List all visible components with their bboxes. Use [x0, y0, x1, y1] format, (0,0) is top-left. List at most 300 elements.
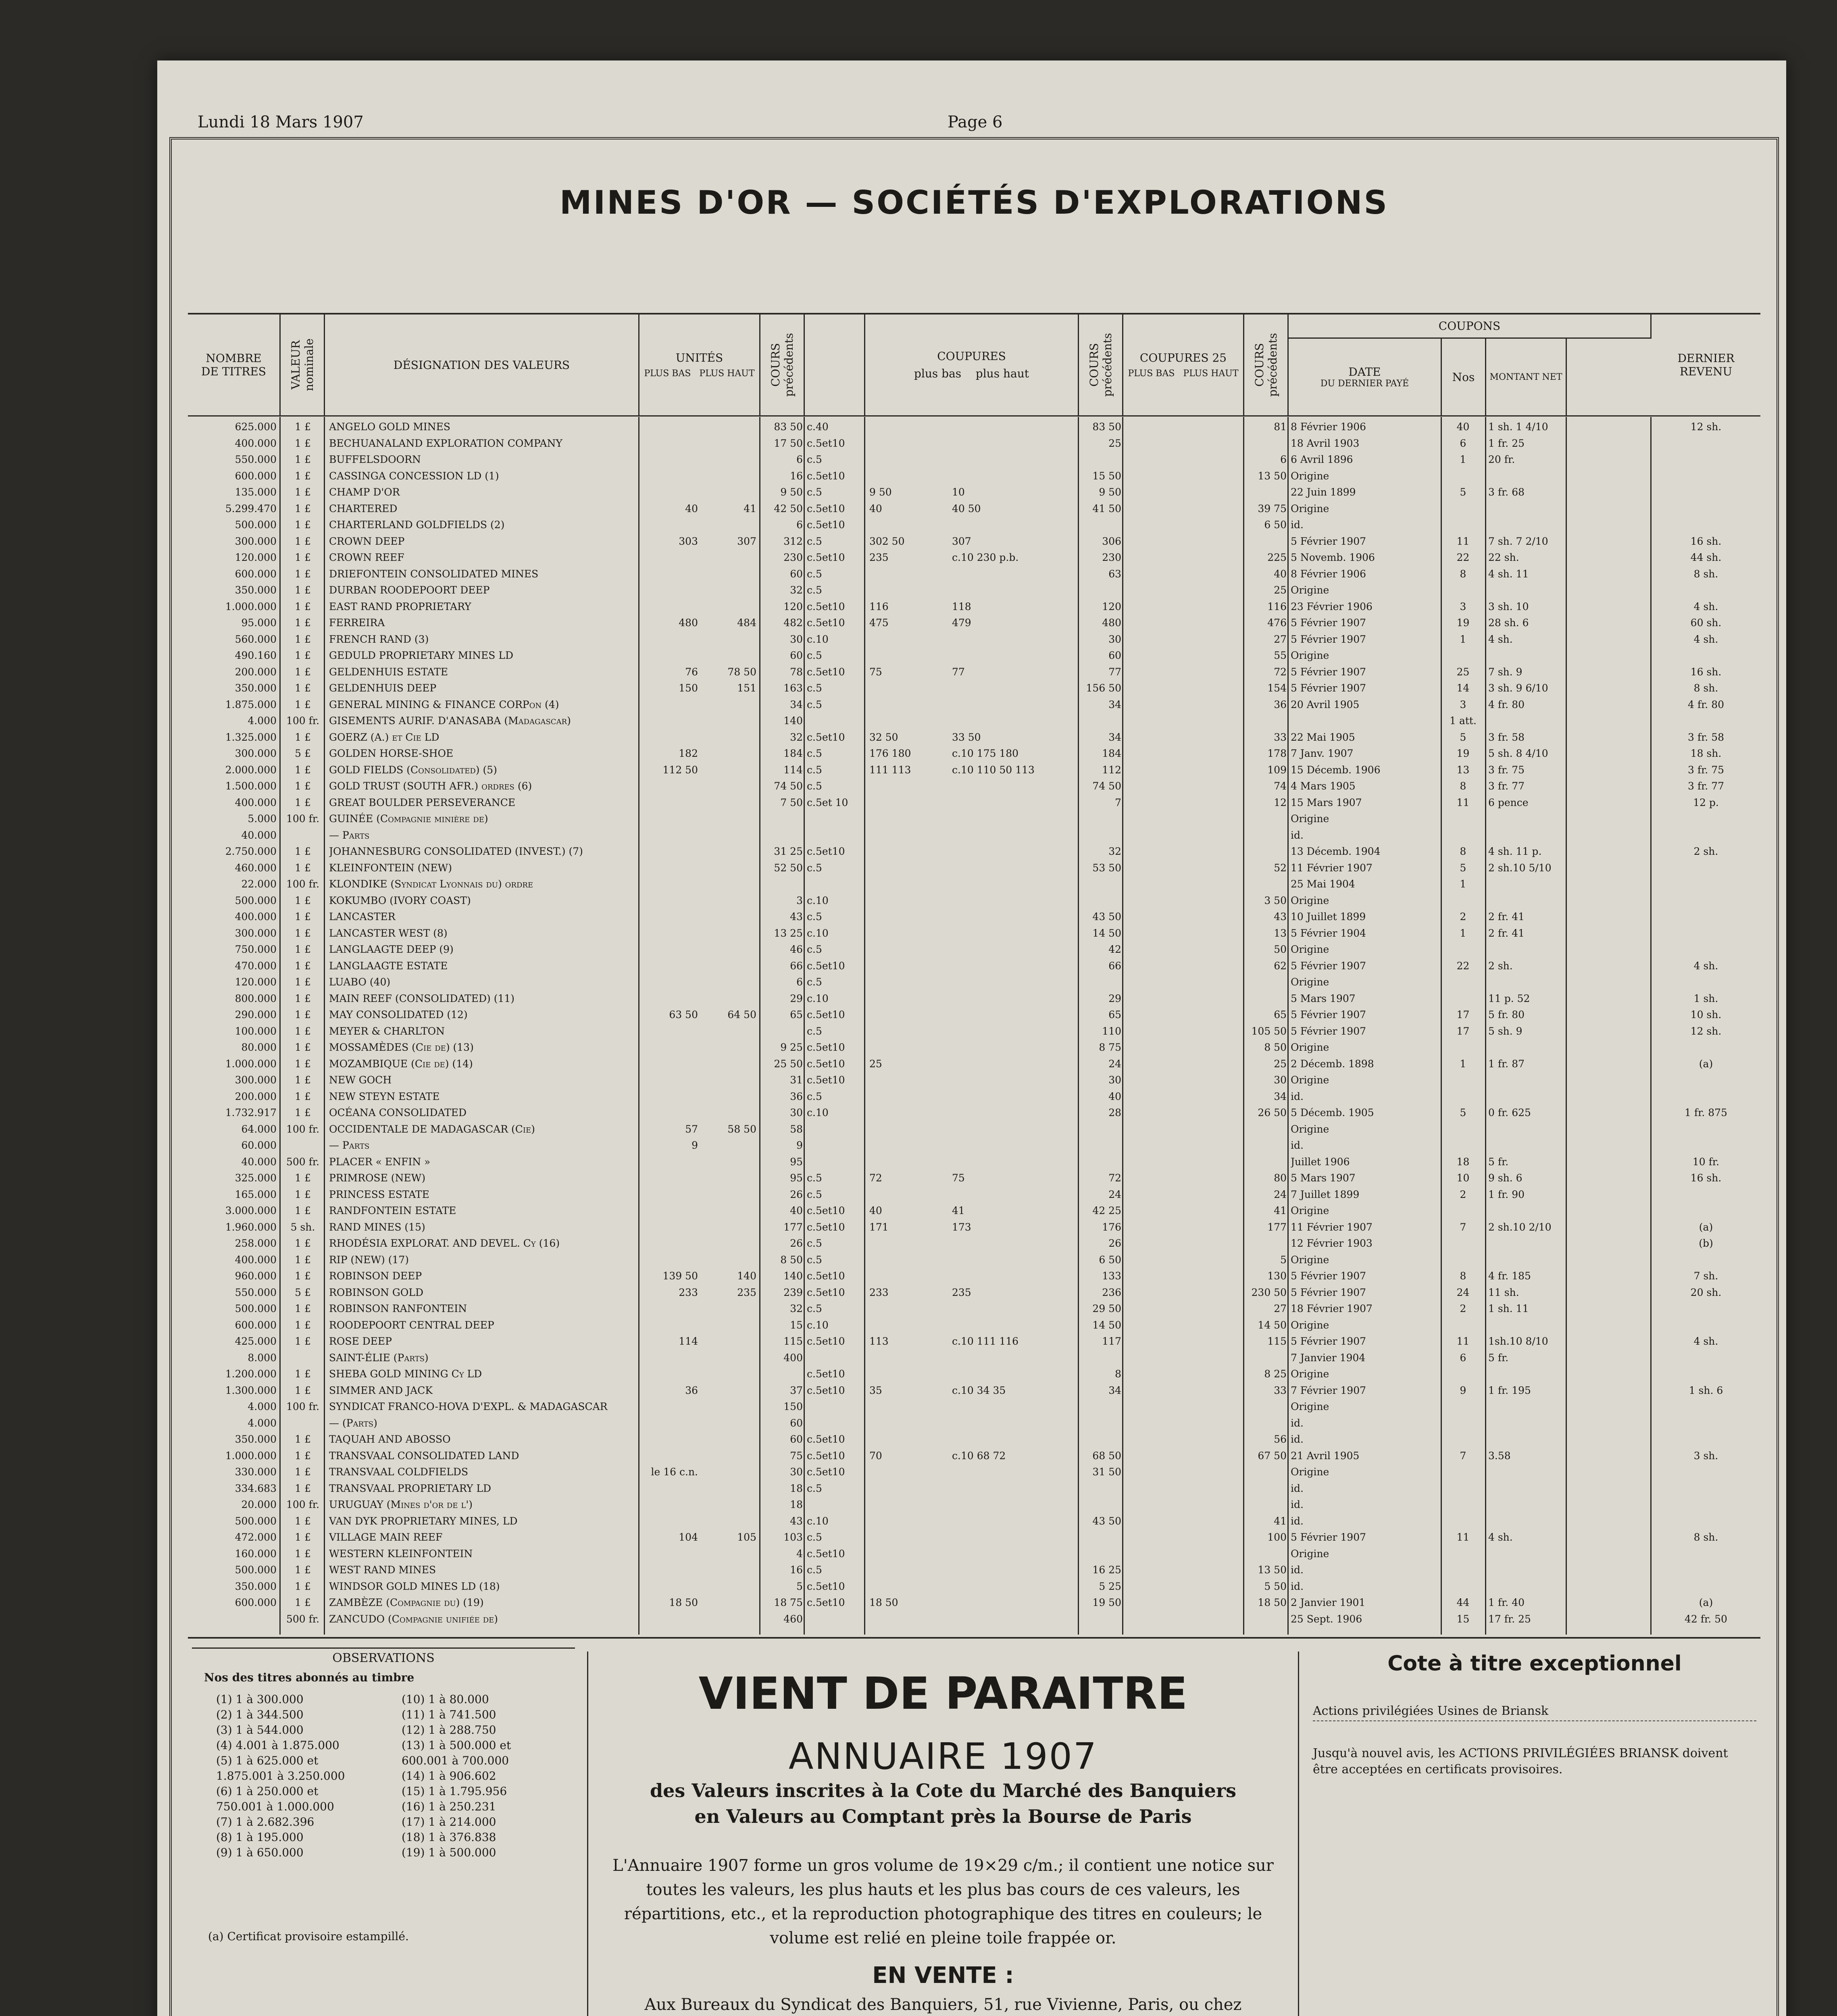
cell-c3: 6 50 [1264, 519, 1287, 531]
table-row [188, 566, 1760, 582]
cell-c2: 26 [1108, 1237, 1121, 1249]
cell-cq: c.5 [807, 764, 822, 776]
cell-rv: 16 sh. [1690, 535, 1722, 547]
observation-item: (19) 1 à 500.000 [402, 1846, 496, 1859]
cell-cp: 30 [790, 1466, 803, 1478]
cote-title: Cote à titre exceptionnel [1387, 1652, 1682, 1676]
cell-date: 5 Février 1907 [1291, 1286, 1366, 1298]
cell-mt: 20 fr. [1488, 454, 1515, 465]
cell-v: 1 £ [295, 1580, 311, 1592]
cell-mt: 7 sh. 7 2/10 [1488, 535, 1548, 547]
observation-item: (15) 1 à 1.795.956 [402, 1785, 507, 1798]
cell-mt: 2 sh.10 5/10 [1488, 862, 1552, 874]
cell-cq: c.5 [807, 1482, 822, 1494]
hdr-plus-bas: PLUS BAS [644, 369, 691, 379]
cell-cp: 60 [790, 1433, 803, 1445]
cell-uh: 58 50 [727, 1123, 756, 1135]
cell-v: 1 £ [295, 421, 311, 433]
cell-rv: 12 sh. [1690, 421, 1722, 433]
cell-n: 600.000 [235, 470, 277, 482]
cell-cp: 25 50 [774, 1058, 803, 1070]
cell-rv: 4 sh. [1693, 633, 1718, 645]
cell-no: 7 [1460, 1450, 1466, 1462]
observation-item: (10) 1 à 80.000 [402, 1693, 489, 1706]
cell-d: LANCASTER WEST (8) [329, 927, 448, 939]
cell-c2: 156 50 [1086, 682, 1121, 694]
cell-v: 1 £ [295, 568, 311, 580]
cell-v: 1 £ [295, 1303, 311, 1314]
cell-no: 2 [1460, 911, 1466, 923]
cell-d: RAND MINES (15) [329, 1221, 425, 1233]
cell-bb: 32 50 [869, 731, 898, 743]
cell-cq: c.5et10 [807, 1286, 845, 1298]
cell-ub: 18 50 [669, 1597, 698, 1608]
advert-sub2: en Valeurs au Comptant près la Bourse de Paris [694, 1806, 1192, 1827]
cell-cp: 16 [790, 470, 803, 482]
cell-cp: 6 [796, 519, 803, 531]
cell-mt: 4 fr. 185 [1488, 1270, 1531, 1282]
cell-c3: 39 75 [1258, 502, 1287, 514]
cell-cp: 460 [783, 1613, 803, 1625]
cell-n: 4.000 [248, 1401, 277, 1412]
hdr-date-label: DATE [1348, 365, 1381, 379]
table-row [188, 1203, 1760, 1218]
cell-n: 1.000.000 [225, 1450, 277, 1462]
cell-cq: c.5et10 [807, 1384, 845, 1396]
cell-c3: 225 [1267, 552, 1287, 563]
table-row [188, 436, 1760, 451]
cell-uh: 64 50 [727, 1009, 756, 1020]
cell-d: RANDFONTEIN ESTATE [329, 1205, 456, 1216]
cell-v: 1 £ [295, 976, 311, 988]
cell-cp: 37 [790, 1384, 803, 1396]
cell-d: SIMMER AND JACK [329, 1384, 433, 1396]
cell-cp: 32 [790, 584, 803, 596]
cell-c2: 32 [1108, 846, 1121, 857]
cell-cq: c.5et10 [807, 1580, 845, 1592]
cell-mt: 1 fr. 25 [1488, 437, 1525, 449]
cell-cp: 30 [790, 1107, 803, 1118]
cell-date: 5 Février 1907 [1291, 617, 1366, 629]
cell-n: 290.000 [235, 1009, 277, 1020]
cell-cq: c.5 [807, 1254, 822, 1266]
table-row [188, 1416, 1760, 1431]
cell-c2: 133 [1102, 1270, 1121, 1282]
hdr-cp-bas: plus bas [914, 367, 962, 380]
hdr-no [1442, 339, 1486, 415]
cell-cp: 4 [796, 1547, 803, 1560]
cell-v: 1 £ [295, 600, 311, 612]
cell-c3: 3 50 [1264, 894, 1287, 906]
cell-cq: c.5et10 [807, 437, 845, 449]
hdr-valeur [281, 314, 325, 415]
cell-v: 1 £ [295, 1368, 311, 1380]
table-row [188, 828, 1760, 843]
cell-n: 330.000 [235, 1466, 277, 1478]
cell-n: 425.000 [235, 1335, 277, 1347]
cell-c3: 230 50 [1251, 1286, 1287, 1298]
cell-c3: 476 [1267, 617, 1287, 629]
cell-date: Origine [1291, 1466, 1329, 1478]
cell-c3: 30 [1274, 1074, 1287, 1086]
table-row [188, 648, 1760, 663]
cell-date: 5 Février 1907 [1291, 1335, 1366, 1347]
cell-cq: c.5et10 [807, 1597, 845, 1608]
table-row [188, 664, 1760, 680]
cell-date: 5 Février 1907 [1291, 1025, 1366, 1037]
cell-date: Origine [1291, 584, 1329, 596]
cell-cq: c.5et10 [807, 552, 845, 563]
cell-ub: 36 [685, 1384, 698, 1396]
cell-v: 1 £ [295, 1466, 311, 1478]
cell-c3: 74 [1274, 780, 1287, 792]
table-row [188, 1056, 1760, 1072]
cell-mt: 6 pence [1488, 796, 1529, 808]
cell-d: JOHANNESBURG CONSOLIDATED (INVEST.) (7) [329, 846, 583, 857]
cell-c2: 60 [1108, 650, 1121, 661]
cell-ub: 139 50 [662, 1270, 698, 1282]
cell-bb: 25 [869, 1058, 882, 1070]
cell-rv: 4 sh. [1693, 1335, 1718, 1347]
cell-date: 5 Février 1907 [1291, 666, 1366, 678]
cell-cp: 17 50 [774, 437, 803, 449]
cell-c3: 41 [1274, 1515, 1287, 1527]
cell-mt: 4 fr. 80 [1488, 698, 1525, 710]
cell-c3: 27 [1274, 1303, 1287, 1314]
hdr-c25-bas: PLUS BAS [1128, 369, 1175, 379]
cell-rv: 3 fr. 75 [1687, 764, 1724, 776]
cell-cp: 78 [790, 666, 803, 678]
cell-date: 5 Février 1907 [1291, 535, 1366, 547]
cell-mt: 11 p. 52 [1488, 992, 1530, 1004]
cell-date: Origine [1291, 1123, 1329, 1135]
cell-v: 1 £ [295, 1041, 311, 1053]
cell-no: 11 [1456, 1531, 1470, 1543]
cell-c3: 43 [1274, 911, 1287, 923]
cell-rv: (b) [1699, 1237, 1713, 1249]
cell-no: 1 [1460, 454, 1466, 465]
observation-item: (5) 1 à 625.000 et [216, 1754, 319, 1767]
cell-cq: c.10 [807, 633, 829, 645]
cell-cp: 18 [790, 1499, 803, 1510]
cell-mt: 1 fr. 40 [1488, 1597, 1525, 1608]
cell-date: Origine [1291, 1041, 1329, 1053]
cell-mt: 4 sh. 11 [1488, 568, 1529, 580]
hdr-valeur-label: VALEUR nominale [289, 338, 316, 392]
cell-no: 10 [1456, 1172, 1470, 1184]
cell-d: ROODEPOORT CENTRAL DEEP [329, 1319, 494, 1331]
cell-n: 64.000 [241, 1123, 277, 1135]
cell-d: LANCASTER [329, 911, 396, 923]
cell-date: id. [1291, 1417, 1304, 1429]
cell-mt: 3 sh. 10 [1488, 600, 1529, 612]
cell-date: id. [1291, 1433, 1304, 1445]
cell-v: 1 £ [295, 1107, 311, 1118]
cell-date: Origine [1291, 1254, 1329, 1266]
cell-d: KLEINFONTEIN (NEW) [329, 862, 452, 874]
cell-rv: (a) [1699, 1058, 1713, 1070]
cell-c2: 29 50 [1092, 1303, 1121, 1314]
cell-mt: 3 sh. 9 6/10 [1488, 682, 1548, 694]
cell-d: WINDSOR GOLD MINES LD (18) [329, 1580, 500, 1592]
cell-no: 19 [1456, 748, 1470, 759]
cell-d: VAN DYK PROPRIETARY MINES, LD [329, 1515, 518, 1527]
cell-n: 40.000 [241, 829, 277, 841]
cell-cp: 115 [783, 1335, 803, 1347]
cell-no: 3 [1460, 698, 1466, 710]
cell-no: 1 [1460, 927, 1466, 939]
cell-cp: 140 [783, 1270, 803, 1282]
cell-ub: 480 [679, 617, 698, 629]
cell-cp: 140 [783, 715, 803, 727]
cell-bh: 41 [952, 1205, 965, 1216]
cell-c2: 41 50 [1092, 502, 1121, 514]
cell-rv: 2 sh. [1693, 846, 1718, 857]
cell-ub: 76 [685, 666, 698, 678]
cell-v: 1 £ [295, 502, 311, 514]
cell-v: 1 £ [295, 796, 311, 808]
cell-n: 2.000.000 [225, 764, 277, 776]
cell-d: ANGELO GOLD MINES [329, 421, 450, 433]
cell-date: id. [1291, 1499, 1304, 1510]
cell-uh: 140 [737, 1270, 756, 1282]
table-row [188, 697, 1760, 712]
cell-cq: c.5 [807, 976, 822, 988]
cell-n: 300.000 [235, 748, 277, 759]
cell-date: 5 Février 1907 [1291, 633, 1366, 645]
cell-rv: 8 sh. [1693, 1531, 1718, 1543]
cell-uh: 78 50 [727, 666, 756, 678]
cell-cp: 230 [783, 552, 803, 563]
cell-c3: 8 50 [1264, 1041, 1287, 1053]
hdr-dernier-label: DERNIER [1677, 352, 1735, 365]
cell-cp: 31 25 [774, 846, 803, 857]
table-row [188, 599, 1760, 614]
hdr-du-dernier: DU DERNIER PAYÉ [1320, 379, 1409, 389]
cell-c3: 55 [1274, 650, 1287, 661]
cell-mt: 2 fr. 41 [1488, 927, 1525, 939]
hdr-coupons [1289, 314, 1652, 339]
cell-n: 470.000 [235, 960, 277, 972]
cell-bh: 479 [952, 617, 971, 629]
hdr-designation-label: DÉSIGNATION DES VALEURS [393, 358, 570, 372]
cell-rv: 1 sh. [1693, 992, 1718, 1004]
cell-no: 11 [1456, 1335, 1470, 1347]
observation-item: (8) 1 à 195.000 [216, 1831, 304, 1844]
cell-mt: 5 fr. [1488, 1352, 1509, 1364]
cell-d: CHARTERLAND GOLDFIELDS (2) [329, 519, 505, 531]
table-row [188, 730, 1760, 745]
cell-v: 100 fr. [286, 878, 320, 890]
cell-mt: 3.58 [1488, 1450, 1511, 1462]
cell-n: 200.000 [235, 666, 277, 678]
cell-n: 300.000 [235, 535, 277, 547]
table-row [188, 1187, 1760, 1202]
cell-date: 5 Février 1907 [1291, 960, 1366, 972]
cell-no: 1 att. [1450, 715, 1477, 727]
cell-d: BUFFELSDOORN [329, 454, 421, 465]
cell-c3: 56 [1274, 1433, 1287, 1445]
cell-cq: c.5et10 [807, 1009, 845, 1020]
table-row [188, 909, 1760, 925]
cell-d: NEW STEYN ESTATE [329, 1090, 440, 1102]
cell-v: 500 fr. [286, 1156, 320, 1168]
cell-c2: 42 [1108, 943, 1121, 955]
cell-cq: c.10 [807, 1515, 829, 1527]
cell-v: 1 £ [295, 1090, 311, 1102]
cell-d: CROWN REEF [329, 552, 404, 563]
cell-n: 1.325.000 [225, 731, 277, 743]
table-row [188, 1399, 1760, 1414]
cell-date: 7 Janvier 1904 [1291, 1352, 1366, 1364]
cell-cp: 75 [790, 1450, 803, 1462]
cell-cp: 36 [790, 1090, 803, 1102]
cell-cq: c.10 [807, 894, 829, 906]
cell-bb: 475 [869, 617, 889, 629]
cell-c3: 109 [1267, 764, 1287, 776]
observation-item: (13) 1 à 500.000 et [402, 1739, 511, 1752]
cell-no: 17 [1456, 1009, 1470, 1020]
cell-no: 1 [1460, 878, 1466, 890]
cell-c3: 154 [1267, 682, 1287, 694]
cell-v: 1 £ [295, 1531, 311, 1543]
cell-c2: 74 50 [1092, 780, 1121, 792]
cell-cq: c.5 [807, 650, 822, 661]
cell-date: 18 Avril 1903 [1291, 437, 1360, 449]
cell-c3: 65 [1274, 1009, 1287, 1020]
cell-c2: 40 [1108, 1090, 1121, 1102]
cell-c3: 6 [1280, 454, 1287, 465]
cell-v: 1 £ [295, 1172, 311, 1184]
cell-v: 1 £ [295, 927, 311, 939]
cell-c2: 306 [1102, 535, 1121, 547]
cell-v: 100 fr. [286, 1401, 320, 1412]
cell-rv: 7 sh. [1693, 1270, 1718, 1282]
cell-cq: c.5et10 [807, 1433, 845, 1445]
cell-d: WEST RAND MINES [329, 1564, 436, 1576]
table-row [188, 762, 1760, 778]
cell-v: 1 £ [295, 1025, 311, 1037]
cell-uh: 151 [737, 682, 756, 694]
cell-cp: 30 [790, 633, 803, 645]
cell-cq: c.5 [807, 584, 822, 596]
cell-v: 5 sh. [290, 1221, 315, 1233]
table-row [188, 1579, 1760, 1594]
observation-item: (17) 1 à 214.000 [402, 1815, 496, 1829]
cell-cp: 43 [790, 1515, 803, 1527]
cell-c2: 43 50 [1092, 911, 1121, 923]
cell-v: 1 £ [295, 454, 311, 465]
cell-n: 60.000 [241, 1139, 277, 1151]
cell-cp: 16 [790, 1564, 803, 1576]
cell-no: 1 [1460, 633, 1466, 645]
cell-v: 1 £ [295, 486, 311, 498]
observations-title: OBSERVATIONS [192, 1647, 575, 1665]
cell-date: 4 Mars 1905 [1291, 780, 1356, 792]
cell-rv: 8 sh. [1693, 568, 1718, 580]
cell-cq: c.5 [807, 1188, 822, 1200]
table-row [188, 1530, 1760, 1545]
cell-cp: 6 [796, 976, 803, 988]
cell-rv: 60 sh. [1690, 617, 1722, 629]
cell-n: 325.000 [235, 1172, 277, 1184]
cell-c3: 8 25 [1264, 1368, 1287, 1380]
cell-n: 1.000.000 [225, 600, 277, 612]
cell-rv: 10 sh. [1690, 1009, 1722, 1020]
cell-n: 4.000 [248, 1417, 277, 1429]
cell-cq: c.5 [807, 1172, 822, 1184]
observation-item: (6) 1 à 250.000 et [216, 1785, 319, 1798]
cell-c3: 67 50 [1258, 1450, 1287, 1462]
cell-date: 23 Février 1906 [1291, 600, 1373, 612]
cell-cp: 26 [790, 1237, 803, 1249]
cell-d: PRINCESS ESTATE [329, 1188, 429, 1200]
cell-cp: 6 [796, 454, 803, 465]
observation-item: 600.001 à 700.000 [402, 1754, 509, 1767]
cell-cq: c.5et10 [807, 1450, 845, 1462]
cell-cq: c.5et10 [807, 519, 845, 531]
cell-uh: 235 [737, 1286, 756, 1298]
cell-d: PLACER « ENFIN » [329, 1156, 431, 1168]
hdr-spacer [805, 314, 865, 415]
cell-n: 120.000 [235, 976, 277, 988]
cell-date: 10 Juillet 1899 [1291, 911, 1366, 923]
cell-bh: c.10 230 p.b. [952, 552, 1019, 563]
cell-cp: 83 50 [774, 421, 803, 433]
cell-c2: 28 [1108, 1107, 1121, 1118]
cell-date: id. [1291, 1090, 1304, 1102]
cell-c3: 116 [1267, 600, 1287, 612]
table-row [188, 419, 1760, 435]
page-frame [169, 137, 1779, 2016]
cell-cq: c.5et10 [807, 617, 845, 629]
cell-no: 8 [1460, 846, 1466, 857]
cell-cq: c.5et10 [807, 502, 845, 514]
cell-n: 750.000 [235, 943, 277, 955]
cell-c3: 80 [1274, 1172, 1287, 1184]
cell-no: 24 [1456, 1286, 1470, 1298]
cell-date: 12 Février 1903 [1291, 1237, 1373, 1249]
cell-d: MOZAMBIQUE (Cie de) (14) [329, 1058, 473, 1070]
cell-cp: 32 [790, 1303, 803, 1314]
cell-cq: c.10 [807, 1107, 829, 1118]
cell-n: 1.732.917 [225, 1107, 277, 1118]
cell-bh: 235 [952, 1286, 971, 1298]
observation-item: (11) 1 à 741.500 [402, 1708, 496, 1721]
hdr-coupures25 [1123, 314, 1244, 415]
cell-c2: 30 [1108, 1074, 1121, 1086]
cell-mt: 5 sh. 8 4/10 [1488, 748, 1548, 759]
cell-cp: 32 [790, 731, 803, 743]
observation-item: (2) 1 à 344.500 [216, 1708, 304, 1721]
cell-rv: (a) [1699, 1221, 1713, 1233]
cell-n: 1.000.000 [225, 1058, 277, 1070]
cell-n: 120.000 [235, 552, 277, 563]
cell-date: Origine [1291, 813, 1329, 825]
cell-n: 960.000 [235, 1270, 277, 1282]
cell-v: 1 £ [295, 1433, 311, 1445]
cell-v: 1 £ [295, 1254, 311, 1266]
cell-cq: c.5 [807, 1090, 822, 1102]
cell-v: 1 £ [295, 633, 311, 645]
cell-d: OCÉANA CONSOLIDATED [329, 1107, 467, 1118]
cell-cp: 66 [790, 960, 803, 972]
cell-n: 1.300.000 [225, 1384, 277, 1396]
cell-c2: 66 [1108, 960, 1121, 972]
cell-n: 472.000 [235, 1531, 277, 1543]
cell-bb: 40 [869, 1205, 882, 1216]
cell-bb: 18 50 [869, 1597, 898, 1608]
